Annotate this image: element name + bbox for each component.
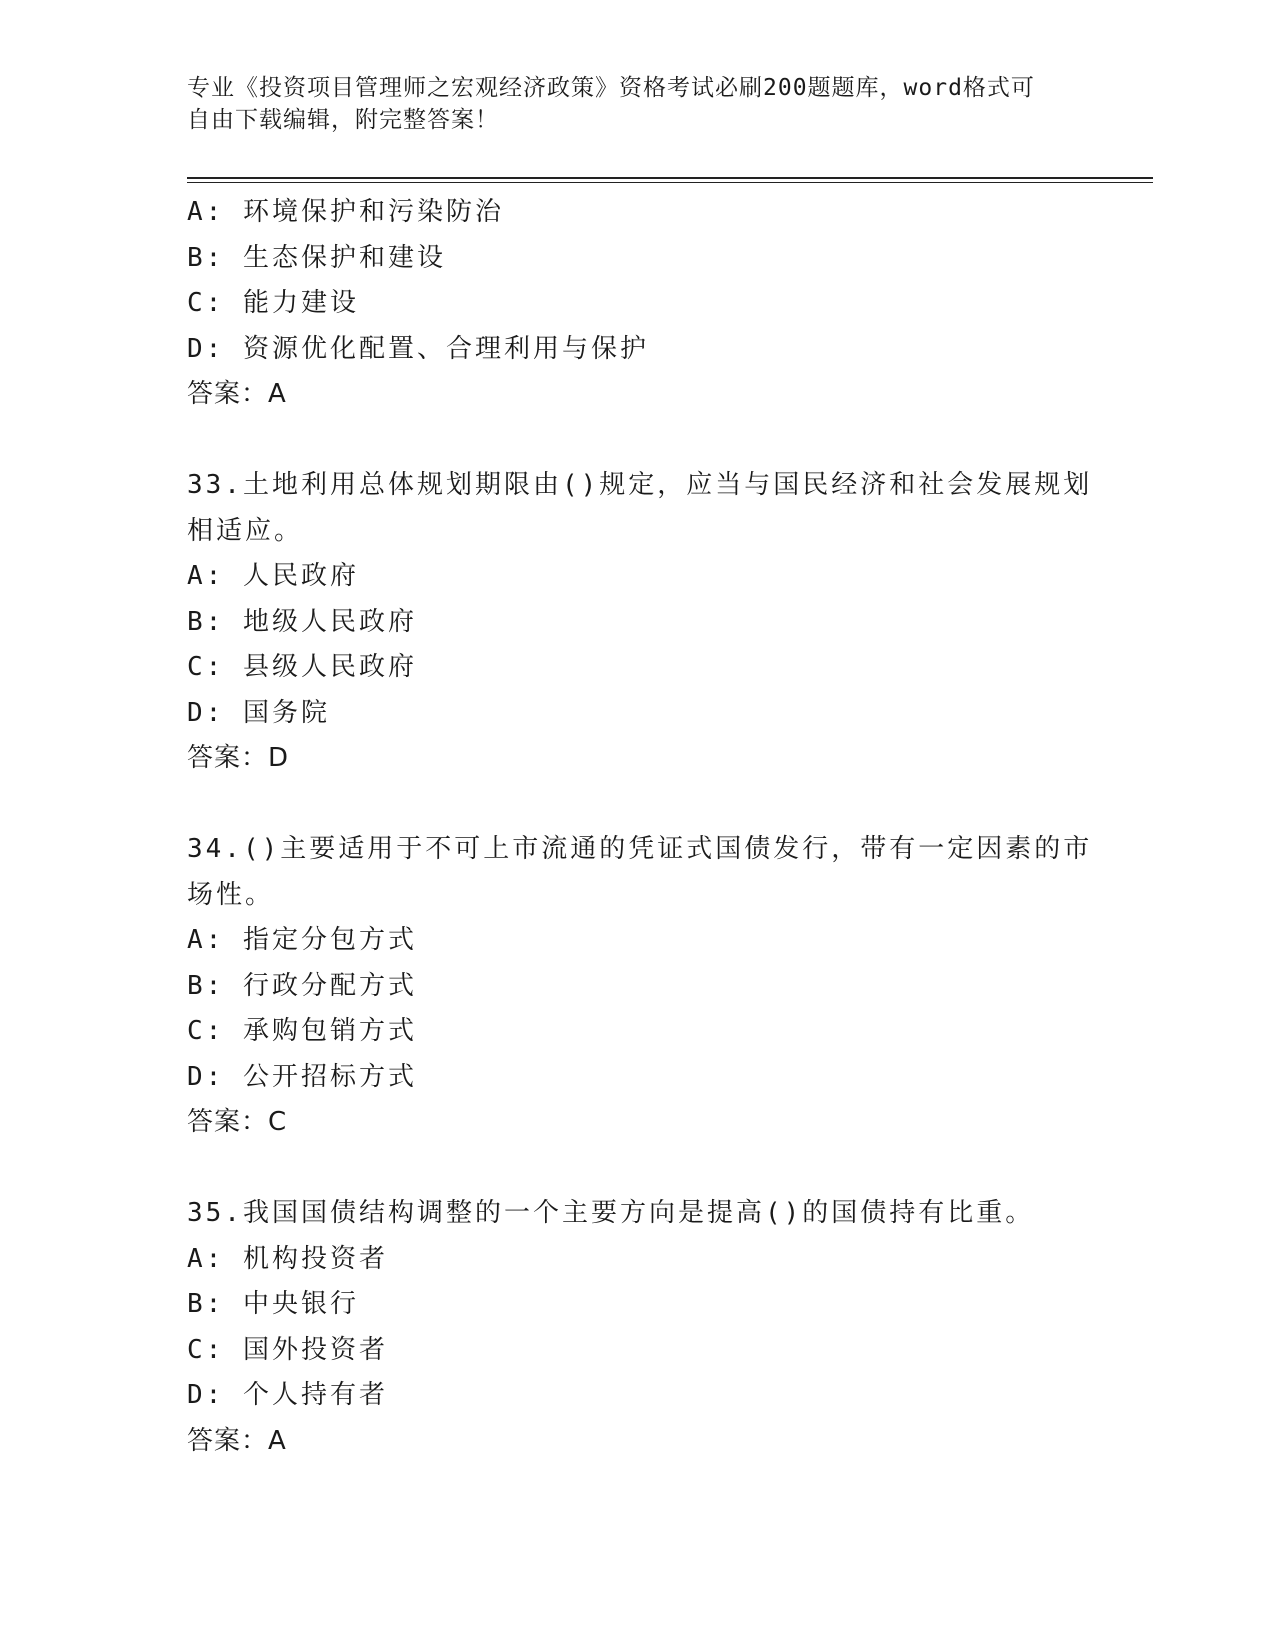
q32-option-a: A: 环境保护和污染防治	[187, 197, 504, 227]
header-rule-thin	[187, 182, 1153, 183]
q34-option-d: D: 公开招标方式	[187, 1061, 417, 1092]
question-32-block	[187, 190, 1087, 418]
q35-option-b: B: 中央银行	[187, 1289, 359, 1319]
header-rule-thick	[187, 177, 1153, 179]
q33-option-b: B: 地级人民政府	[187, 606, 417, 637]
q34-option-a: A: 指定分包方式	[187, 925, 417, 955]
q32-option-c: C: 能力建设	[187, 288, 359, 318]
question-list	[187, 190, 1093, 1464]
q35-option-c: C: 国外投资者	[187, 1334, 388, 1365]
q33-option-d: D: 国务院	[187, 697, 330, 728]
q33-option-c: C: 县级人民政府	[187, 652, 417, 682]
q33-stem-line-2: 相适应。	[187, 515, 304, 546]
q35-stem-line-1: 35.我国国债结构调整的一个主要方向是提高()的国债持有比重。	[187, 1198, 1035, 1228]
document-header	[187, 72, 1067, 136]
question-35-block	[187, 1191, 1087, 1464]
q33-answer: 答案：D	[187, 743, 290, 773]
q34-stem-line-1: 34.()主要适用于不可上市流通的凭证式国债发行，带有一定因素的市	[187, 834, 1093, 864]
header-line-1: 专业《投资项目管理师之宏观经济政策》资格考试必刷200题题库，word格式可	[187, 75, 1035, 101]
q32-answer: 答案：A	[187, 379, 287, 409]
q35-answer: 答案：A	[187, 1425, 287, 1456]
q33-stem-line-1: 33.土地利用总体规划期限由()规定，应当与国民经济和社会发展规划	[187, 470, 1093, 500]
q33-option-a: A: 人民政府	[187, 561, 359, 591]
spacer	[187, 782, 1087, 828]
q35-option-a: A: 机构投资者	[187, 1243, 388, 1274]
spacer	[187, 1146, 1087, 1192]
q34-option-b: B: 行政分配方式	[187, 970, 417, 1001]
q34-stem-line-2: 场性。	[187, 879, 275, 910]
header-line-2: 自由下载编辑，附完整答案！	[187, 107, 499, 133]
q32-option-d: D: 资源优化配置、合理利用与保护	[187, 333, 649, 364]
spacer	[187, 418, 1087, 464]
question-34-block	[187, 827, 1093, 1146]
question-33-block	[187, 463, 1093, 782]
q35-option-d: D: 个人持有者	[187, 1380, 388, 1410]
q34-option-c: C: 承购包销方式	[187, 1016, 417, 1046]
q34-answer: 答案：C	[187, 1107, 288, 1137]
q32-option-b: B: 生态保护和建设	[187, 242, 446, 273]
